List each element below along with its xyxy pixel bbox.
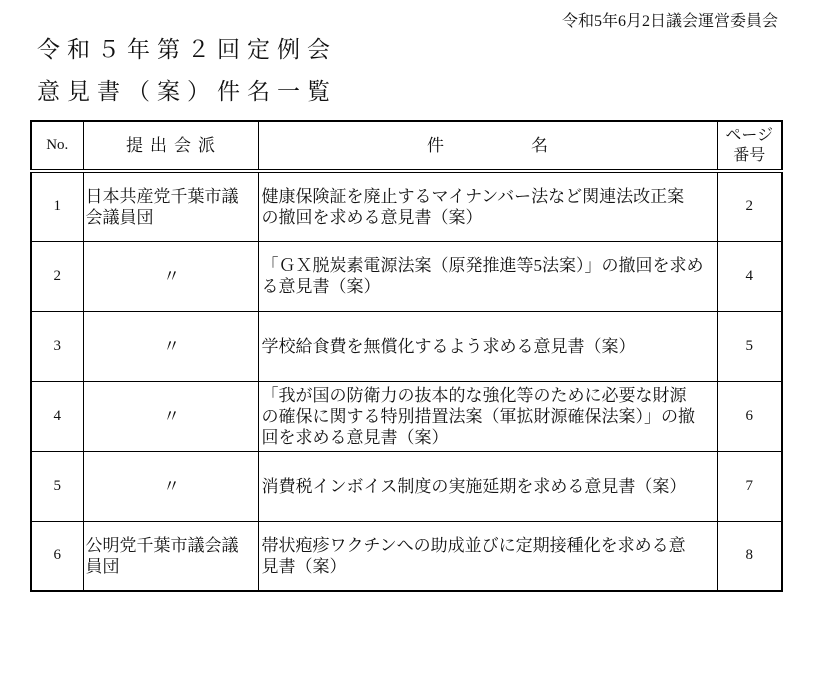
table-row bbox=[31, 451, 782, 521]
table-header-row bbox=[31, 121, 782, 171]
column-header-party bbox=[83, 121, 258, 171]
item-title: 「ＧＸ脱炭素電源法案（原発推進等5法案）」の撤回を求め る意見書（案） bbox=[258, 241, 717, 311]
column-header-title bbox=[258, 121, 717, 171]
table-row bbox=[31, 311, 782, 381]
column-header-party-label: 提出会派 bbox=[126, 136, 222, 155]
submitting-party: 日本共産党千葉市議 会議員団 bbox=[83, 171, 258, 241]
page-number: 4 bbox=[717, 241, 782, 311]
document-title-session: 令和５年第２回定例会 bbox=[37, 37, 337, 62]
row-number: 1 bbox=[31, 171, 83, 241]
opinion-paper-table bbox=[30, 120, 783, 592]
row-number: 6 bbox=[31, 521, 83, 591]
table-row bbox=[31, 381, 782, 451]
submitting-party: 〃 bbox=[83, 381, 258, 451]
page-number: 8 bbox=[717, 521, 782, 591]
submitting-party: 〃 bbox=[83, 311, 258, 381]
row-number: 3 bbox=[31, 311, 83, 381]
page-number: 5 bbox=[717, 311, 782, 381]
column-header-no: No. bbox=[31, 121, 83, 171]
table-row bbox=[31, 521, 782, 591]
item-title: 「我が国の防衛力の抜本的な強化等のために必要な財源 の確保に関する特別措置法案（軍拡財源確保法案）」の撤 回を求める意見書（案） bbox=[258, 381, 717, 451]
column-header-page: ページ 番号 bbox=[717, 121, 782, 171]
page-number: 6 bbox=[717, 381, 782, 451]
item-title: 健康保険証を廃止するマイナンバー法など関連法改正案 の撤回を求める意見書（案） bbox=[258, 171, 717, 241]
submitting-party: 公明党千葉市議会議 員団 bbox=[83, 521, 258, 591]
item-title: 学校給食費を無償化するよう求める意見書（案） bbox=[258, 311, 717, 381]
page-number: 2 bbox=[717, 171, 782, 241]
row-number: 2 bbox=[31, 241, 83, 311]
table-row bbox=[31, 171, 782, 241]
item-title: 帯状疱疹ワクチンへの助成並びに定期接種化を求める意 見書（案） bbox=[258, 521, 717, 591]
submitting-party: 〃 bbox=[83, 451, 258, 521]
row-number: 5 bbox=[31, 451, 83, 521]
column-header-title-label: 件名 bbox=[427, 136, 635, 155]
submitting-party: 〃 bbox=[83, 241, 258, 311]
item-title: 消費税インボイス制度の実施延期を求める意見書（案） bbox=[258, 451, 717, 521]
table-row bbox=[31, 241, 782, 311]
meeting-date-label: 令和5年6月2日議会運営委員会 bbox=[561, 13, 778, 30]
row-number: 4 bbox=[31, 381, 83, 451]
page-number: 7 bbox=[717, 451, 782, 521]
document-title-list: 意見書（案）件名一覧 bbox=[37, 79, 337, 104]
